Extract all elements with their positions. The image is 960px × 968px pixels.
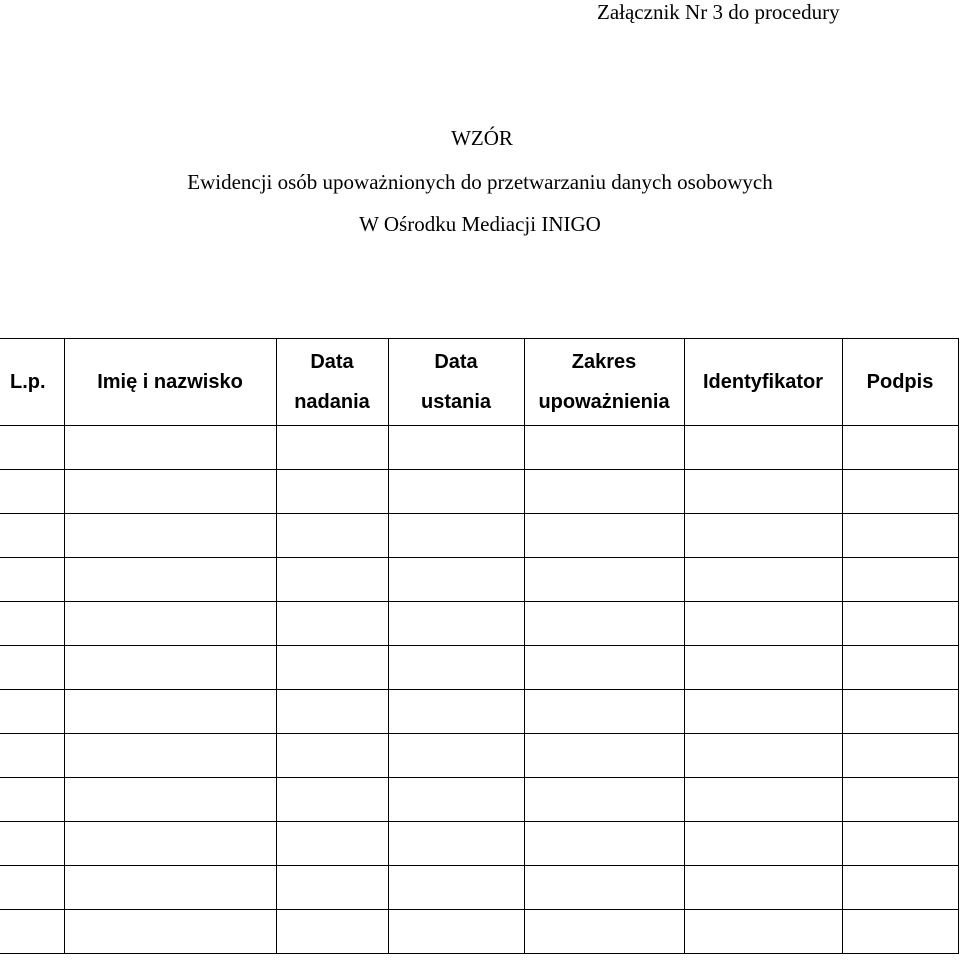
table-row	[0, 558, 958, 602]
column-header-lp: L.p.	[0, 339, 64, 426]
table-cell	[524, 910, 684, 954]
table-cell	[276, 470, 388, 514]
table-row	[0, 778, 958, 822]
table-cell	[0, 514, 64, 558]
table-cell	[64, 558, 276, 602]
table-cell	[842, 822, 958, 866]
table-row	[0, 426, 958, 470]
column-header-name: Imię i nazwisko	[64, 339, 276, 426]
table-cell	[842, 778, 958, 822]
table-cell	[388, 734, 524, 778]
table-cell	[524, 646, 684, 690]
table-cell	[524, 470, 684, 514]
table-cell	[684, 646, 842, 690]
table-cell	[524, 866, 684, 910]
table-cell	[64, 426, 276, 470]
table-cell	[388, 426, 524, 470]
attachment-note: Załącznik Nr 3 do procedury	[597, 0, 840, 24]
table-row	[0, 866, 958, 910]
table-cell	[64, 646, 276, 690]
table-cell	[842, 602, 958, 646]
table-cell	[684, 470, 842, 514]
table-cell	[842, 734, 958, 778]
table-cell	[842, 690, 958, 734]
table-body	[0, 426, 958, 954]
table-row	[0, 514, 958, 558]
table-row	[0, 822, 958, 866]
table-cell	[842, 910, 958, 954]
table-cell	[64, 910, 276, 954]
table-row	[0, 602, 958, 646]
column-header-end-date	[388, 339, 524, 426]
table-cell	[388, 646, 524, 690]
column-header-identifier: Identyfikator	[684, 339, 842, 426]
table-cell	[842, 426, 958, 470]
table-cell	[0, 822, 64, 866]
table-cell	[64, 778, 276, 822]
table-header-row	[0, 339, 958, 426]
table-cell	[684, 734, 842, 778]
table-cell	[388, 558, 524, 602]
table-cell	[276, 602, 388, 646]
column-header-end-date-line1: Data	[434, 351, 478, 373]
table-cell	[842, 866, 958, 910]
table-cell	[64, 734, 276, 778]
table-row	[0, 646, 958, 690]
column-header-signature: Podpis	[842, 339, 958, 426]
table-cell	[684, 866, 842, 910]
table-cell	[276, 426, 388, 470]
table-cell	[276, 866, 388, 910]
table-cell	[0, 866, 64, 910]
table-cell	[0, 778, 64, 822]
table-row	[0, 910, 958, 954]
authorization-register-table	[0, 338, 959, 954]
table-cell	[276, 734, 388, 778]
table-cell	[64, 470, 276, 514]
table-cell	[684, 602, 842, 646]
table-cell	[276, 910, 388, 954]
table-cell	[524, 734, 684, 778]
table-cell	[0, 470, 64, 514]
table-cell	[0, 734, 64, 778]
table-cell	[0, 910, 64, 954]
table-cell	[64, 690, 276, 734]
column-header-scope	[524, 339, 684, 426]
table-cell	[842, 514, 958, 558]
column-header-issue-date	[276, 339, 388, 426]
table-cell	[0, 690, 64, 734]
column-header-issue-date-line1: Data	[310, 351, 354, 373]
table-cell	[842, 646, 958, 690]
table-cell	[524, 690, 684, 734]
table-row	[0, 734, 958, 778]
table-cell	[276, 690, 388, 734]
column-header-issue-date-line2: nadania	[294, 391, 370, 413]
table-cell	[684, 690, 842, 734]
table-cell	[684, 778, 842, 822]
table-cell	[0, 646, 64, 690]
column-header-end-date-line2: ustania	[420, 391, 492, 413]
table-row	[0, 690, 958, 734]
table-cell	[0, 426, 64, 470]
table-cell	[524, 778, 684, 822]
column-header-scope-line2: upoważnienia	[538, 391, 670, 413]
table-cell	[276, 558, 388, 602]
table-cell	[842, 470, 958, 514]
table-cell	[0, 602, 64, 646]
table-cell	[276, 778, 388, 822]
table-cell	[64, 866, 276, 910]
table-cell	[388, 866, 524, 910]
table-cell	[388, 470, 524, 514]
table-cell	[684, 822, 842, 866]
table-cell	[524, 822, 684, 866]
table-cell	[388, 910, 524, 954]
table-cell	[524, 602, 684, 646]
table-cell	[684, 514, 842, 558]
table-cell	[842, 558, 958, 602]
table-cell	[684, 426, 842, 470]
table-cell	[524, 558, 684, 602]
table-cell	[684, 558, 842, 602]
table-cell	[524, 514, 684, 558]
column-header-scope-line1: Zakres	[571, 351, 637, 373]
table-cell	[64, 822, 276, 866]
table-cell	[276, 646, 388, 690]
table-cell	[388, 690, 524, 734]
template-label: WZÓR	[451, 126, 513, 150]
table-cell	[388, 778, 524, 822]
table-cell	[388, 602, 524, 646]
table-row	[0, 470, 958, 514]
table-cell	[388, 822, 524, 866]
table-cell	[276, 822, 388, 866]
table-cell	[64, 602, 276, 646]
document-title: Ewidencji osób upoważnionych do przetwarzaniu danych osobowych	[187, 170, 773, 194]
table-cell	[0, 558, 64, 602]
table-cell	[276, 514, 388, 558]
table-cell	[64, 514, 276, 558]
table-cell	[388, 514, 524, 558]
table-cell	[684, 910, 842, 954]
document-subtitle: W Ośrodku Mediacji INIGO	[359, 212, 601, 236]
table-cell	[524, 426, 684, 470]
